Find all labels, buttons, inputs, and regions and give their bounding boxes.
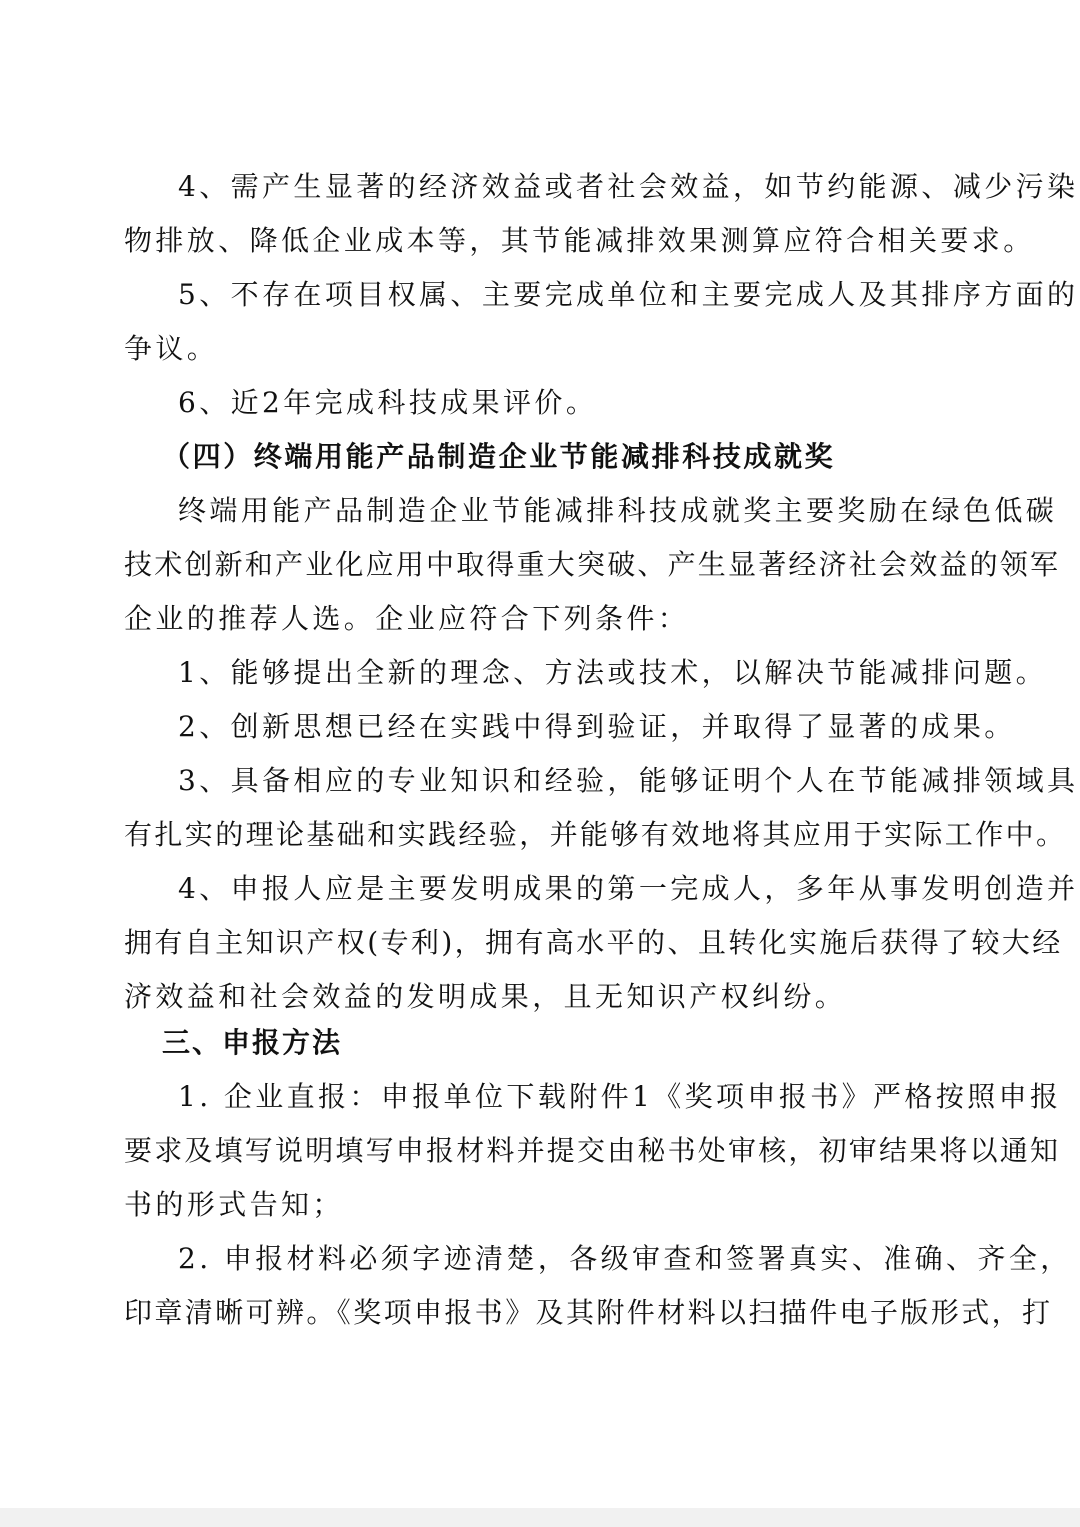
paragraph-line: 企业的推荐人选。企业应符合下列条件： xyxy=(124,602,690,635)
list-item: 1. 企业直报：申报单位下载附件1《奖项申报书》严格按照申报 xyxy=(178,1080,1062,1113)
list-item: 2. 申报材料必须字迹清楚，各级审查和签署真实、准确、齐全， xyxy=(178,1242,1072,1275)
paragraph-line: 拥有自主知识产权(专利)，拥有高水平的、且转化实施后获得了较大经 xyxy=(124,926,1063,959)
paragraph-line: 有扎实的理论基础和实践经验，并能够有效地将其应用于实际工作中。 xyxy=(124,818,1067,851)
list-item: 1、能够提出全新的理念、方法或技术，以解决节能减排问题。 xyxy=(178,656,1048,689)
paragraph-line: 要求及填写说明填写申报材料并提交由秘书处审核，初审结果将以通知 xyxy=(124,1134,1061,1167)
section-heading: 三、申报方法 xyxy=(162,1026,343,1059)
paragraph-line: 5、不存在项目权属、主要完成单位和主要完成人及其排序方面的 xyxy=(178,278,1079,311)
section-subheading: （四）终端用能产品制造企业节能减排科技成就奖 xyxy=(162,440,836,473)
page-bottom-edge xyxy=(0,1508,1080,1527)
paragraph-line: 6、近2年完成科技成果评价。 xyxy=(178,386,598,419)
list-item: 4、申报人应是主要发明成果的第一完成人，多年从事发明创造并 xyxy=(178,872,1079,905)
paragraph-line: 技术创新和产业化应用中取得重大突破、产生显著经济社会效益的领军 xyxy=(124,548,1061,581)
paragraph-line: 物排放、降低企业成本等，其节能减排效果测算应符合相关要求。 xyxy=(124,224,1035,257)
list-item: 2、创新思想已经在实践中得到验证，并取得了显著的成果。 xyxy=(178,710,1016,743)
paragraph-line: 终端用能产品制造企业节能减排科技成就奖主要奖励在绿色低碳 xyxy=(178,494,1058,527)
paragraph-line: 书的形式告知； xyxy=(124,1188,344,1221)
paragraph-line: 济效益和社会效益的发明成果，且无知识产权纠纷。 xyxy=(124,980,847,1013)
paragraph-line: 印章清晰可辨。《奖项申报书》及其附件材料以扫描件电子版形式，打 xyxy=(124,1296,1053,1329)
list-item: 3、具备相应的专业知识和经验，能够证明个人在节能减排领域具 xyxy=(178,764,1079,797)
paragraph-line: 4、需产生显著的经济效益或者社会效益，如节约能源、减少污染 xyxy=(178,170,1079,203)
paragraph-line: 争议。 xyxy=(124,332,219,365)
